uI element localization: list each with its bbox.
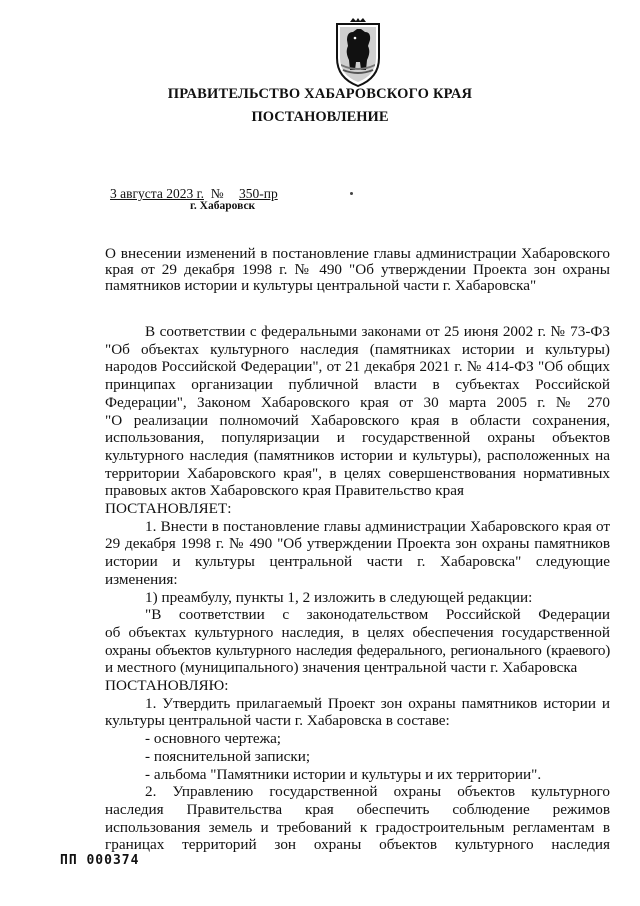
subitem-1-line: 1) преамбулу, пункты 1, 2 изложить в следующей редакции:: [145, 588, 533, 606]
document-subject: [105, 246, 610, 294]
clause-2-line: 2. Управлению государственной охраны объектов культурного: [145, 783, 610, 801]
body-line: правовых актов Хабаровского края Правительство края: [105, 482, 464, 500]
body-line: принципах организации публичной власти в субъектах Российской: [105, 376, 610, 394]
clause-1-line: 1. Утвердить прилагаемый Проект зон охраны памятников истории и: [145, 694, 610, 712]
subject-line: памятников истории и культуры центральной части г. Хабаровска": [105, 277, 537, 294]
form-number: ПП 000374: [60, 853, 140, 868]
subject-line: О внесении изменений в постановление главы администрации Хабаровского: [105, 245, 610, 262]
item-1-line: истории и культуры центральной части г. Хабаровска" следующие: [105, 553, 610, 571]
resolves-heading: ПОСТАНОВЛЯЕТ:: [105, 500, 232, 518]
body-line: "Об объектах культурного наследия (памятниках истории и культуры): [105, 340, 610, 358]
document-kind: ПОСТАНОВЛЕНИЕ: [251, 109, 389, 125]
item-1-line: 29 декабря 1998 г. № 490 "Об утверждении Проекта зон охраны памятников: [105, 535, 610, 553]
quote-line: об объектах культурного наследия, в целях обеспечения государственной: [105, 623, 610, 641]
item-1-line: 1. Внести в постановление главы администрации Хабаровского края от: [145, 517, 610, 535]
quote-line: охраны объектов культурного наследия федерального, регионального (краевого): [105, 641, 610, 659]
body-line: "О реализации полномочий Хабаровского края в области сохранения,: [105, 411, 610, 429]
document-date: 3 августа 2023 г.: [110, 186, 204, 201]
clause-2-line: границах территорий зон охраны объектов культурного наследия: [105, 836, 610, 854]
document-number: 350-пр: [238, 186, 278, 201]
city: г. Хабаровск: [190, 200, 256, 212]
body-line: народов Российской Федерации", от 21 декабря 2021 г. № 414-ФЗ "Об общих: [105, 358, 610, 376]
number-sign: №: [210, 186, 224, 201]
resolve-heading: ПОСТАНОВЛЯЮ:: [105, 677, 229, 695]
body-line: использования, популяризации и государственной охраны объектов: [105, 429, 610, 447]
body-line: В соответствии с федеральными законами от 25 июня 2002 г. № 73-ФЗ: [145, 323, 610, 340]
clause-2-line: использования земель и требований к градостроительным регламентам в: [105, 818, 610, 836]
body-line: территории Хабаровского края", в целях совершенствования нормативных: [105, 464, 610, 482]
body-line: Федерации", Законом Хабаровского края от 30 марта 2005 г. № 270: [105, 393, 610, 411]
clause-1-line: культуры центральной части г. Хабаровска в составе:: [105, 712, 450, 730]
clause-2-line: наследия Правительства края обеспечить соблюдение режимов: [105, 800, 610, 818]
list-item: - пояснительной записки;: [145, 747, 311, 765]
government-title: ПРАВИТЕЛЬСТВО ХАБАРОВСКОГО КРАЯ: [167, 86, 473, 102]
subject-line: края от 29 декабря 1998 г. № 490 "Об утверждении Проекта зон охраны: [105, 261, 610, 278]
coat-of-arms-icon: [333, 18, 383, 88]
list-item: - альбома "Памятники истории и культуры и их территории".: [145, 765, 542, 783]
quote-line: "В соответствии с законодательством Российской Федерации: [145, 606, 610, 624]
scan-dot: [350, 192, 353, 195]
item-1-line: изменения:: [105, 570, 178, 588]
document-body: [105, 323, 610, 854]
list-item: - основного чертежа;: [145, 730, 282, 748]
body-line: культурного наследия (памятников истории и культуры), расположенных на: [105, 446, 610, 464]
quote-line: и местного (муниципального) значения центральной части г. Хабаровска: [105, 659, 578, 677]
